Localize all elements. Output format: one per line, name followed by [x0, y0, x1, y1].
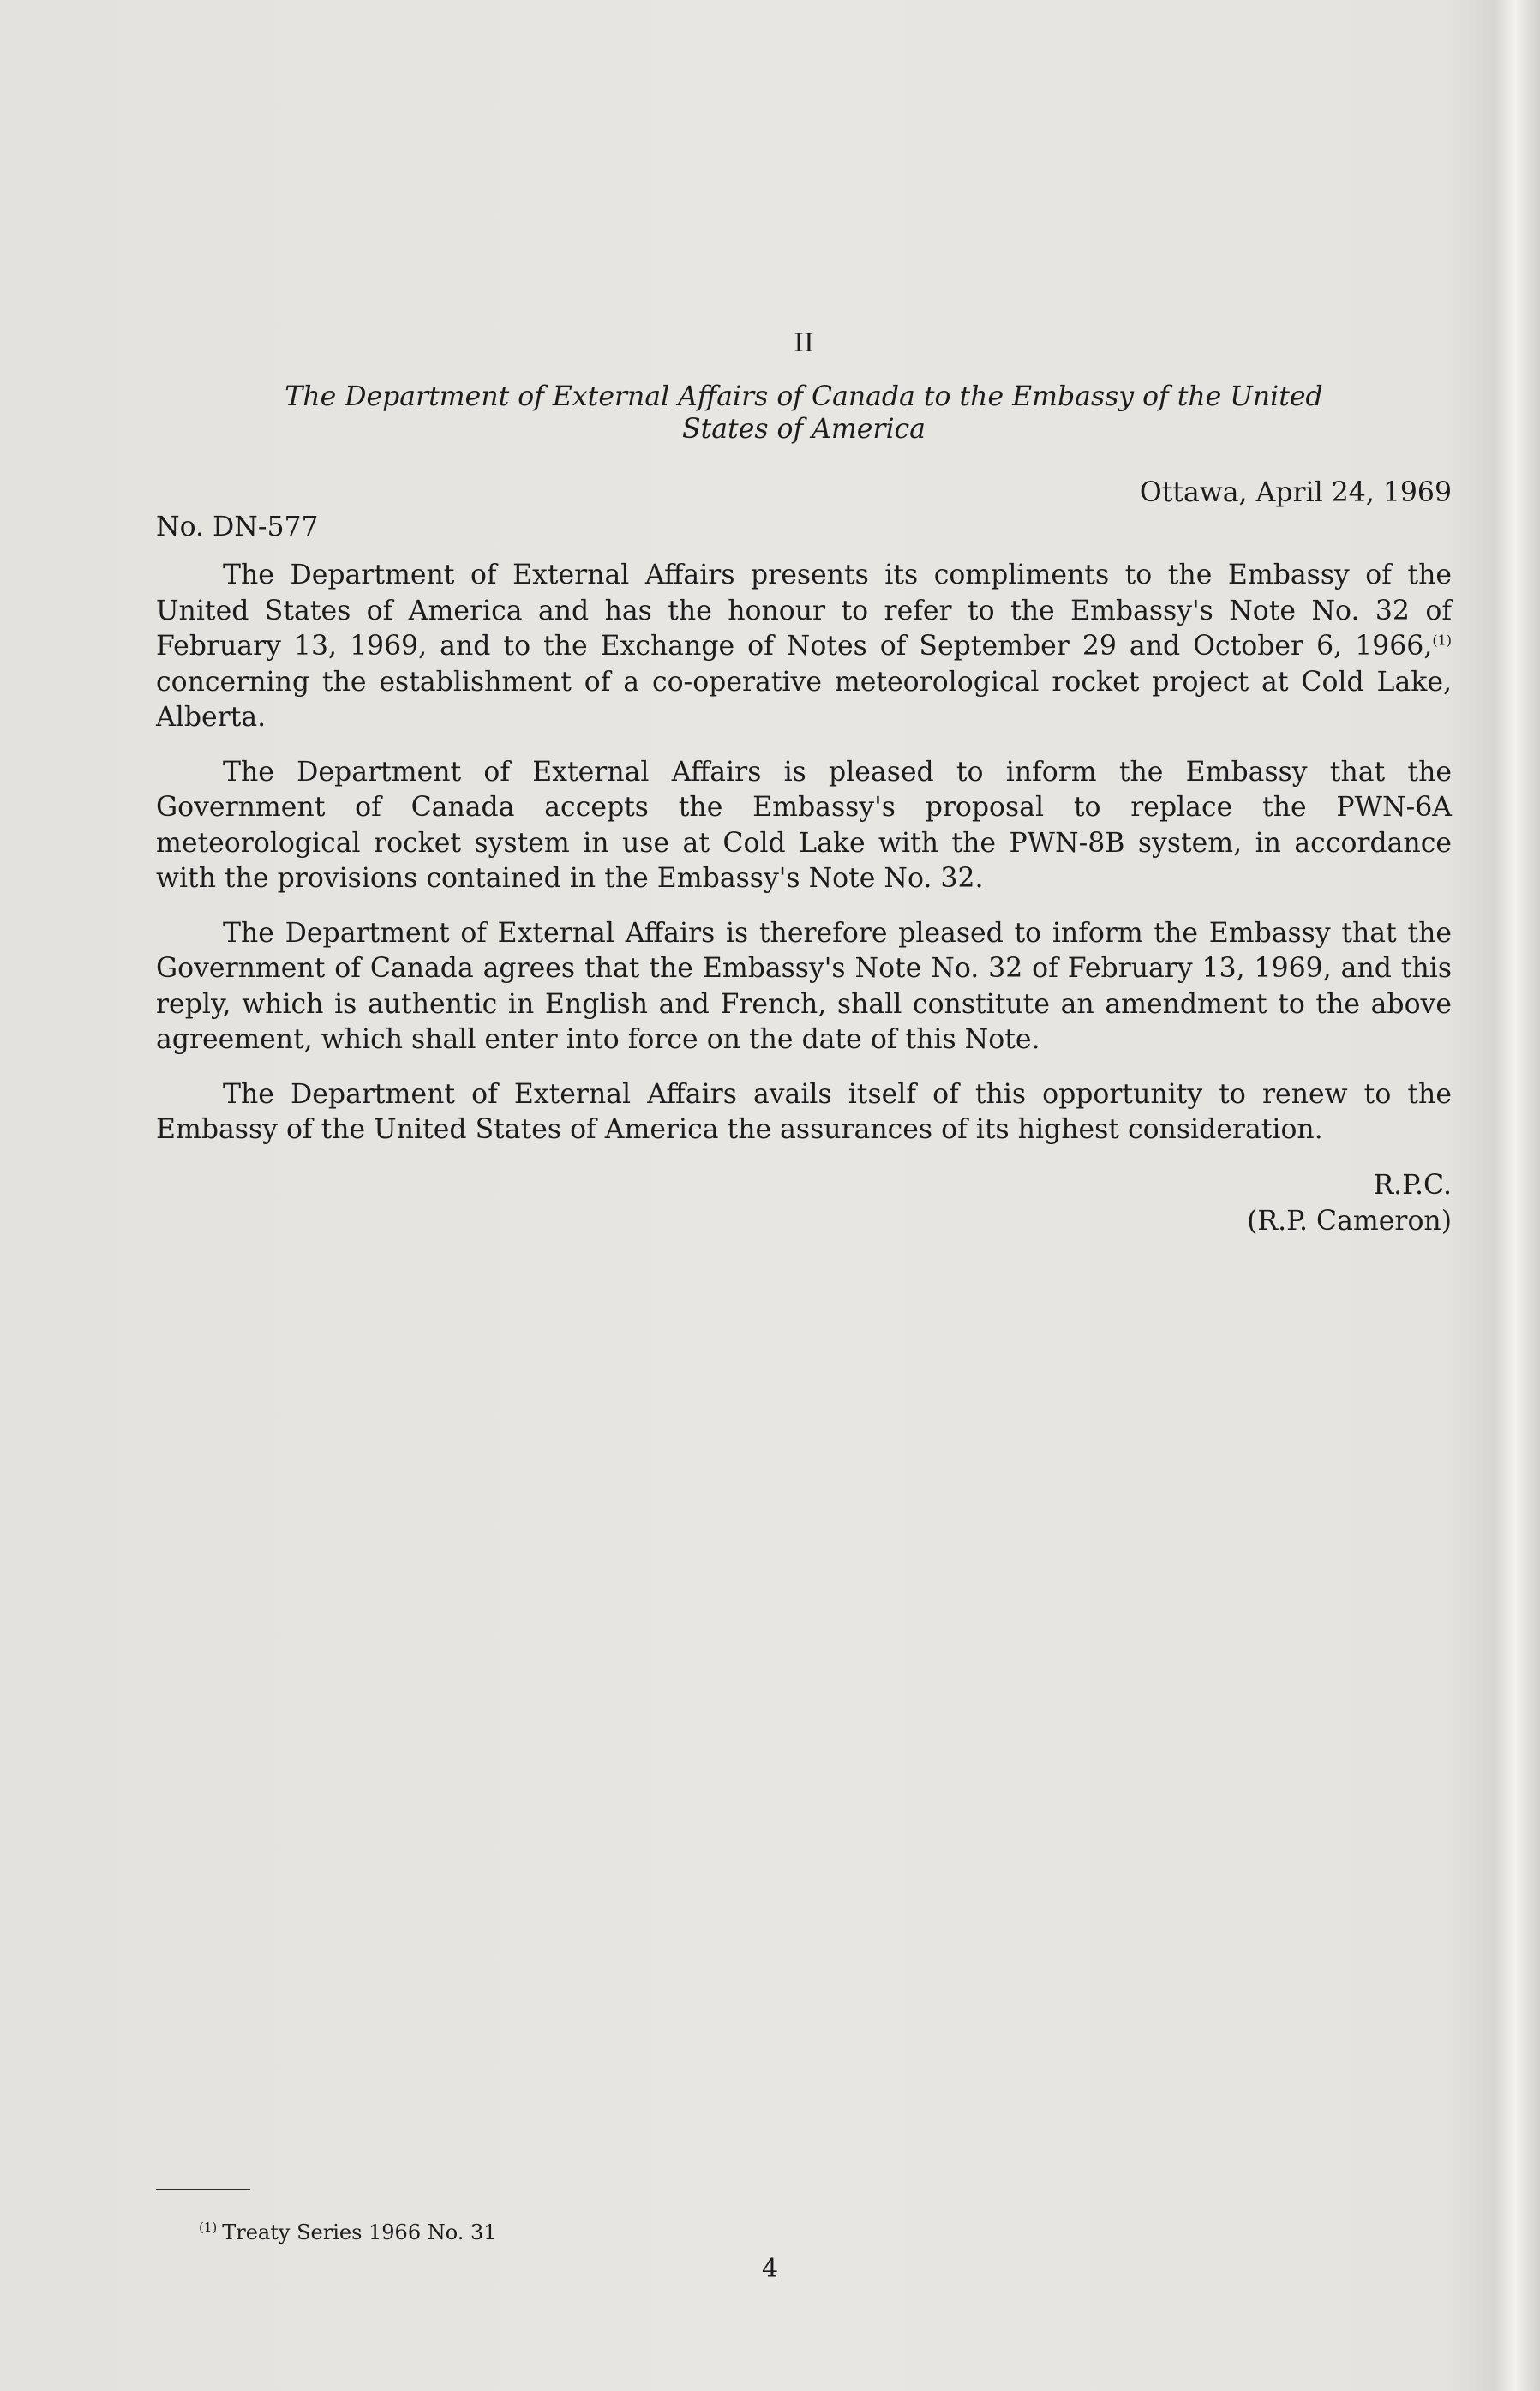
footnote-divider: [156, 2189, 250, 2190]
note-heading-line-1: The Department of External Affairs of Canada to the Embassy of the United: [285, 381, 1323, 412]
footnote-mark: (1): [199, 2220, 218, 2235]
note-date: Ottawa, April 24, 1969: [1139, 477, 1452, 508]
paragraph-2: The Department of External Affairs is pleased to inform the Embassy that the Government of Canada accepts the Embassy's proposal to replace the PWN-6A meteorological rocket system in use at Cold Lake with the PWN-8B system, in accordance with the provisions contained in the Embassy's Note No. 32.: [156, 756, 1452, 894]
footnote: [199, 2220, 497, 2245]
paragraph-3: The Department of External Affairs is therefore pleased to inform the Embassy that the Government of Canada agrees that the Embassy's Note No. 32 of February 13, 1969, and this reply, which is authentic in English and French, shall constitute an amendment to the above agreement, which shall enter into force on the date of this Note.: [156, 917, 1452, 1055]
page-number: 4: [761, 2254, 779, 2284]
signature-initials: R.P.C.: [1373, 1169, 1452, 1201]
note-number: No. DN-577: [156, 512, 319, 542]
footnote-text: Treaty Series 1966 No. 31: [222, 2220, 497, 2244]
note-heading-line-2: States of America: [682, 414, 926, 445]
paragraph-1-text-b: concerning the establishment of a co-operative meteorological rocket project at Cold Lake, Alberta.: [156, 666, 1452, 733]
footnote-reference: (1): [1432, 632, 1452, 649]
paragraph-1: [156, 558, 1452, 736]
paragraph-4: The Department of External Affairs avails itself of this opportunity to renew to the Embassy of the United States of America the assurances of its highest consideration.: [156, 1078, 1452, 1145]
section-number: II: [794, 328, 814, 358]
signature-name: (R.P. Cameron): [1247, 1205, 1452, 1237]
note-heading: [156, 381, 1452, 446]
document-body: [156, 328, 1452, 1239]
paragraph-1-text-a: The Department of External Affairs presents its compliments to the Embassy of the United States of America and has the honour to refer to the Embassy's Note No. 32 of February 13, 1969, and to the Exchange of Notes of September 29 and October 6, 1966,: [156, 560, 1452, 662]
